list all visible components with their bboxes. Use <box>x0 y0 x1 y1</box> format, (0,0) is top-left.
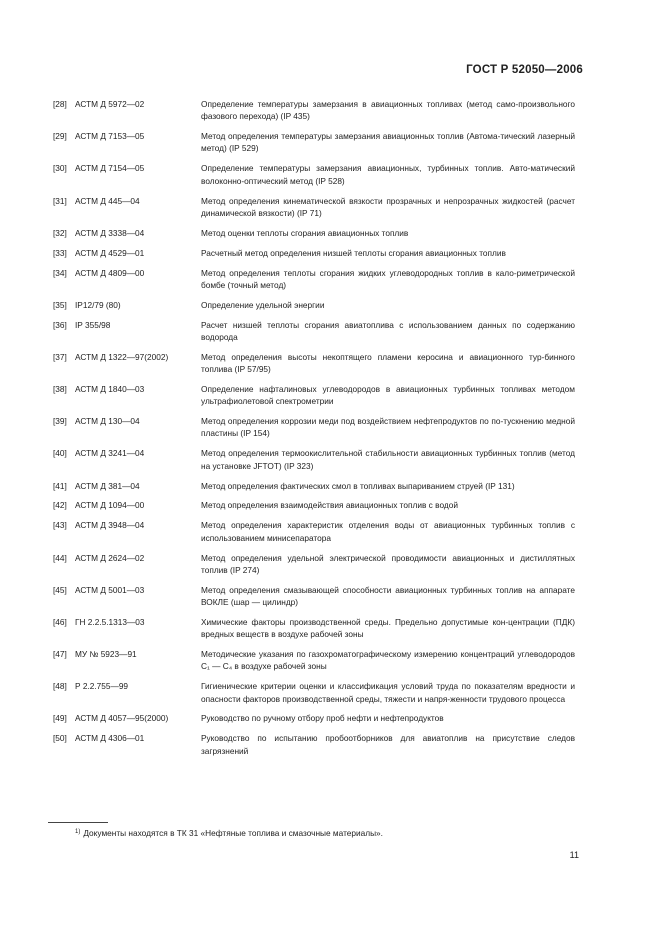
reference-title: Определение температуры замерзания авиационных, турбинных топлив. Авто-матический волоконно-оптический метод (IP 528) <box>201 163 575 186</box>
reference-item <box>53 447 575 472</box>
reference-title: Метод оценки теплоты сгорания авиационных топлив <box>201 227 409 238</box>
reference-number: [42] <box>53 500 67 511</box>
reference-code: АСТМ Д 2624—02 <box>75 552 145 563</box>
reference-number: [49] <box>53 713 67 724</box>
reference-code: АСТМ Д 381—04 <box>75 480 140 491</box>
reference-title: Метод определения теплоты сгорания жидких углеводородных топлив в кало-риметрической бомбе (точный метод) <box>201 267 575 290</box>
reference-code: IP12/79 (80) <box>75 299 121 310</box>
reference-code: АСТМ Д 4529—01 <box>75 247 145 258</box>
reference-code: АСТМ Д 1094—00 <box>75 500 145 511</box>
reference-code: АСТМ Д 3948—04 <box>75 520 145 531</box>
reference-code: ГН 2.2.5.1313—03 <box>75 616 145 627</box>
reference-code: АСТМ Д 1840—03 <box>75 383 145 394</box>
reference-item <box>53 383 575 408</box>
reference-item <box>53 415 575 440</box>
reference-item <box>53 519 575 544</box>
reference-list <box>53 98 575 765</box>
reference-number: [44] <box>53 552 67 563</box>
reference-code: АСТМ Д 3338—04 <box>75 227 145 238</box>
reference-number: [47] <box>53 649 67 660</box>
reference-item <box>53 552 575 577</box>
reference-number: [31] <box>53 195 67 206</box>
reference-number: [40] <box>53 448 67 459</box>
reference-title: Расчет низшей теплоты сгорания авиатоплива с использованием данных по содержанию водорода <box>201 319 575 342</box>
reference-number: [30] <box>53 163 67 174</box>
reference-title: Расчетный метод определения низшей теплоты сгорания авиационных топлив <box>201 247 506 258</box>
reference-code: АСТМ Д 130—04 <box>75 416 140 427</box>
reference-title: Метод определения характеристик отделения воды от авиационных турбинных топлив с использованием минисепаратора <box>201 520 575 543</box>
reference-item <box>53 680 575 705</box>
reference-item <box>53 299 575 311</box>
reference-title: Метод определения высоты некоптящего пламени керосина и авиационного тур-бинного топлива (IP 57/95) <box>201 351 575 375</box>
reference-code: АСТМ Д 445—04 <box>75 195 140 206</box>
reference-item <box>53 732 575 757</box>
reference-title: Метод определения фактических смол в топливах выпариванием струей (IP 131) <box>201 480 515 491</box>
reference-code: АСТМ Д 7154—05 <box>75 163 145 174</box>
reference-number: [37] <box>53 351 67 362</box>
reference-item <box>53 227 575 239</box>
reference-code: АСТМ Д 3241—04 <box>75 448 145 459</box>
reference-title: Метод определения смазывающей способности авиационных турбинных топлив на аппарате ВОКЛЕ (шар — цилиндр) <box>201 584 575 607</box>
reference-code: АСТМ Д 4306—01 <box>75 733 145 744</box>
reference-item <box>53 162 575 187</box>
reference-item <box>53 130 575 155</box>
reference-item <box>53 267 575 292</box>
reference-item <box>53 499 575 511</box>
reference-title: Метод определения температуры замерзания авиационных топлив (Автома-тический лазерный метод) (IP 529) <box>201 131 575 154</box>
reference-title: Метод определения кинематической вязкости прозрачных и непрозрачных жидкостей (расчет динамической вязкости) (IP 71) <box>201 195 575 218</box>
reference-number: [34] <box>53 267 67 278</box>
reference-title: Метод определения термоокислительной стабильности авиационных турбинных топлив (метод на установке JFTOT) (IP 323) <box>201 448 575 471</box>
reference-number: [41] <box>53 480 67 491</box>
reference-code: АСТМ Д 1322—97(2002) <box>75 351 169 362</box>
reference-title: Руководство по ручному отбору проб нефти и нефтепродуктов <box>201 713 444 724</box>
reference-number: [45] <box>53 584 67 595</box>
page-number: 11 <box>569 850 579 860</box>
reference-title: Определение нафталиновых углеводородов в авиационных турбинных топливах методом ультрафиолетовой спектрометрии <box>201 383 575 407</box>
reference-code: IP 355/98 <box>75 319 111 330</box>
reference-item <box>53 648 575 673</box>
reference-number: [35] <box>53 299 67 310</box>
reference-number: [39] <box>53 416 67 427</box>
reference-item <box>53 712 575 724</box>
reference-title: Химические факторы производственной среды. Предельно допустимые кон-центрации (ПДК) вредных веществ в воздухе рабочей зоны <box>201 616 575 640</box>
reference-number: [29] <box>53 131 67 142</box>
footnote <box>75 828 383 838</box>
reference-number: [32] <box>53 227 67 238</box>
reference-number: [48] <box>53 681 67 692</box>
reference-number: [36] <box>53 319 67 330</box>
document-header: ГОСТ Р 52050—2006 <box>466 64 583 76</box>
reference-item <box>53 351 575 376</box>
reference-code: АСТМ Д 4057—95(2000) <box>75 713 169 724</box>
reference-item <box>53 584 575 609</box>
footnote-text: Документы находятся в ТК 31 «Нефтяные топлива и смазочные материалы». <box>83 828 383 838</box>
reference-number: [43] <box>53 520 67 531</box>
reference-number: [50] <box>53 733 67 744</box>
reference-item <box>53 195 575 220</box>
reference-number: [33] <box>53 247 67 258</box>
reference-code: АСТМ Д 4809—00 <box>75 267 145 278</box>
reference-title: Метод определения коррозии меди под воздействием нефтепродуктов по по-тускнению медной пластины (IP 154) <box>201 416 575 439</box>
reference-title: Метод определения взаимодействия авиационных топлив с водой <box>201 500 458 511</box>
reference-title: Определение температуры замерзания в авиационных топливах (метод само-произвольного фазового перехода) (IP 435) <box>201 99 575 122</box>
footnote-marker: 1) <box>75 829 81 835</box>
reference-code: АСТМ Д 7153—05 <box>75 131 145 142</box>
reference-title: Определение удельной энергии <box>201 299 325 310</box>
reference-title: Метод определения удельной электрической проводимости авиационных и дистиллятных топлив (IP 274) <box>201 552 575 575</box>
reference-title: Методические указания по газохроматографическому измерению концентраций углеводородов C₁ — C₄ в воздухе рабочей зоны <box>201 649 575 672</box>
reference-code: АСТМ Д 5001—03 <box>75 584 145 595</box>
reference-title: Руководство по испытанию пробоотборников для авиатоплив на присутствие следов загрязнений <box>201 733 575 756</box>
reference-number: [38] <box>53 383 67 394</box>
reference-item <box>53 480 575 492</box>
reference-item <box>53 319 575 344</box>
reference-title: Гигиенические критерии оценки и классификация условий труда по показателям вредности и опасности факторов производственной среды, тяжести и напря-женности трудового процесса <box>201 681 575 704</box>
footnote-divider <box>48 822 108 823</box>
reference-item <box>53 98 575 123</box>
reference-number: [28] <box>53 99 67 109</box>
reference-item <box>53 247 575 259</box>
reference-code: АСТМ Д 5972—02 <box>75 99 145 109</box>
reference-number: [46] <box>53 616 67 627</box>
reference-item <box>53 616 575 641</box>
reference-code: МУ № 5923—91 <box>75 649 137 660</box>
reference-code: Р 2.2.755—99 <box>75 681 129 692</box>
